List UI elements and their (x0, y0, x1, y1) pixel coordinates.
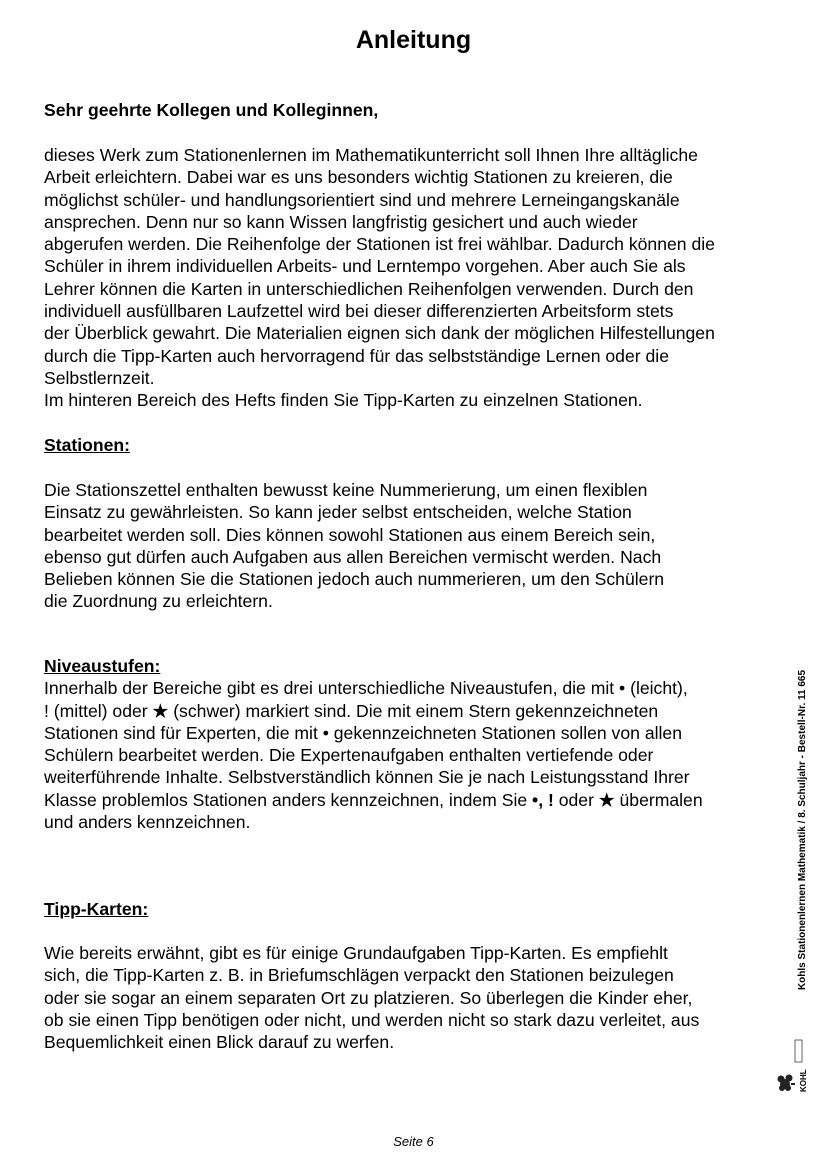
publisher-logo-text: KOHL (799, 1069, 808, 1092)
tipp-line: Wie bereits erwähnt, gibt es für einige Grundaufgaben Tipp-Karten. Es empfiehlt (44, 943, 668, 963)
intro-line: der Überblick gewahrt. Die Materialien eignen sich dank der möglichen Hilfestellungen (44, 323, 715, 344)
niveau-line: und anders kennzeichnen. (44, 812, 251, 833)
niveau-line (44, 789, 794, 811)
star-icon: ★ (152, 700, 169, 721)
niveau-line: Innerhalb der Bereiche gibt es drei unterschiedliche Niveaustufen, die mit • (leicht), (44, 678, 688, 699)
niveau-text: Klasse problemlos Stationen anders kennzeichnen, indem Sie (44, 789, 533, 810)
kohl-verlag-tree-icon (776, 1034, 810, 1098)
tipp-line: ob sie einen Tipp benötigen oder nicht, und werden nicht so stark dazu verleitet, aus (44, 1009, 700, 1030)
intro-line: abgerufen werden. Die Reihenfolge der Stationen ist frei wählbar. Dadurch können die (44, 234, 715, 255)
niveau-line: weiterführende Inhalte. Selbstverständlich können Sie je nach Leistungsstand Ihrer (44, 767, 690, 788)
intro-line: ansprechen. Denn nur so kann Wissen langfristig gesichert und auch wieder (44, 211, 638, 232)
intro-line: Arbeit erleichtern. Dabei war es uns besonders wichtig Stationen zu kreieren, die (44, 167, 673, 188)
intro-line: Selbstlernzeit. (44, 367, 155, 388)
stationen-line: ebenso gut dürfen auch Aufgaben aus allen Bereichen vermischt werden. Nach (44, 546, 662, 567)
intro-line: möglichst schüler- und handlungsorientiert sind und mehrere Lerneingangskanäle (44, 189, 680, 210)
stationen-paragraph (44, 479, 794, 613)
intro-line: individuell ausfüllbaren Laufzettel wird bei dieser differenzierten Arbeitsform stets (44, 301, 674, 322)
niveau-text: ! (mittel) oder (44, 700, 153, 721)
stationen-line: Einsatz zu gewährleisten. So kann jeder selbst entscheiden, welche Station (44, 502, 632, 523)
intro-paragraph (44, 144, 794, 412)
stationen-line: die Zuordnung zu erleichtern. (44, 591, 273, 612)
page-title: Anleitung (355, 26, 472, 54)
tipp-line: sich, die Tipp-Karten z. B. in Briefumschlägen verpackt den Stationen beizulegen (44, 965, 674, 986)
stationen-line: bearbeitet werden soll. Dies können sowohl Stationen aus einem Bereich sein, (44, 524, 656, 545)
intro-line: Lehrer können die Karten in unterschiedlichen Reihenfolgen verwenden. Durch den (44, 278, 694, 299)
tipp-paragraph (44, 942, 794, 1053)
section-heading-stationen: Stationen: (44, 435, 131, 455)
niveau-line: Stationen sind für Experten, die mit • gekennzeichneten Stationen sollen von allen (44, 722, 682, 743)
tipp-line: Bequemlichkeit einen Blick darauf zu werfen. (44, 1032, 395, 1053)
publisher-logo (776, 1034, 810, 1098)
greeting: Sehr geehrte Kollegen und Kolleginnen, (44, 100, 379, 120)
niveau-text: übermalen (614, 789, 703, 810)
level-symbols: •, ! (532, 789, 554, 810)
side-info-strip (790, 635, 816, 1025)
niveau-section (44, 655, 794, 833)
section-heading-niveaustufen: Niveaustufen: (44, 656, 161, 676)
intro-line: durch die Tipp-Karten auch hervorragend für das selbstständige Lernen oder die (44, 345, 669, 366)
tipp-line: oder sie sogar an einem separaten Ort zu platzieren. So überlegen die Kinder eher, (44, 987, 693, 1008)
niveau-text: (schwer) markiert sind. Die mit einem Stern gekennzeichneten (168, 700, 659, 721)
stationen-line: Belieben können Sie die Stationen jedoch auch nummerieren, um den Schülern (44, 569, 665, 590)
section-heading-tipp-karten: Tipp-Karten: (44, 899, 149, 919)
side-info-text: Kohls Stationenlernen Mathematik / 8. Schuljahr - Bestell-Nr. 11 665 (797, 669, 808, 991)
intro-line: dieses Werk zum Stationenlernen im Mathematikunterricht soll Ihnen Ihre alltägliche (44, 145, 698, 165)
niveau-line: Schülern bearbeitet werden. Die Expertenaufgaben enthalten vertiefende oder (44, 745, 654, 766)
niveau-line (44, 700, 794, 722)
stationen-line: Die Stationszettel enthalten bewusst keine Nummerierung, um einen flexiblen (44, 480, 648, 500)
page-number: Seite 6 (393, 1134, 434, 1149)
star-icon: ★ (598, 789, 615, 810)
intro-line: Im hinteren Bereich des Hefts finden Sie Tipp-Karten zu einzelnen Stationen. (44, 390, 643, 411)
intro-line: Schüler in ihrem individuellen Arbeits- und Lerntempo vorgehen. Aber auch Sie als (44, 256, 686, 277)
niveau-text: oder (553, 789, 599, 810)
